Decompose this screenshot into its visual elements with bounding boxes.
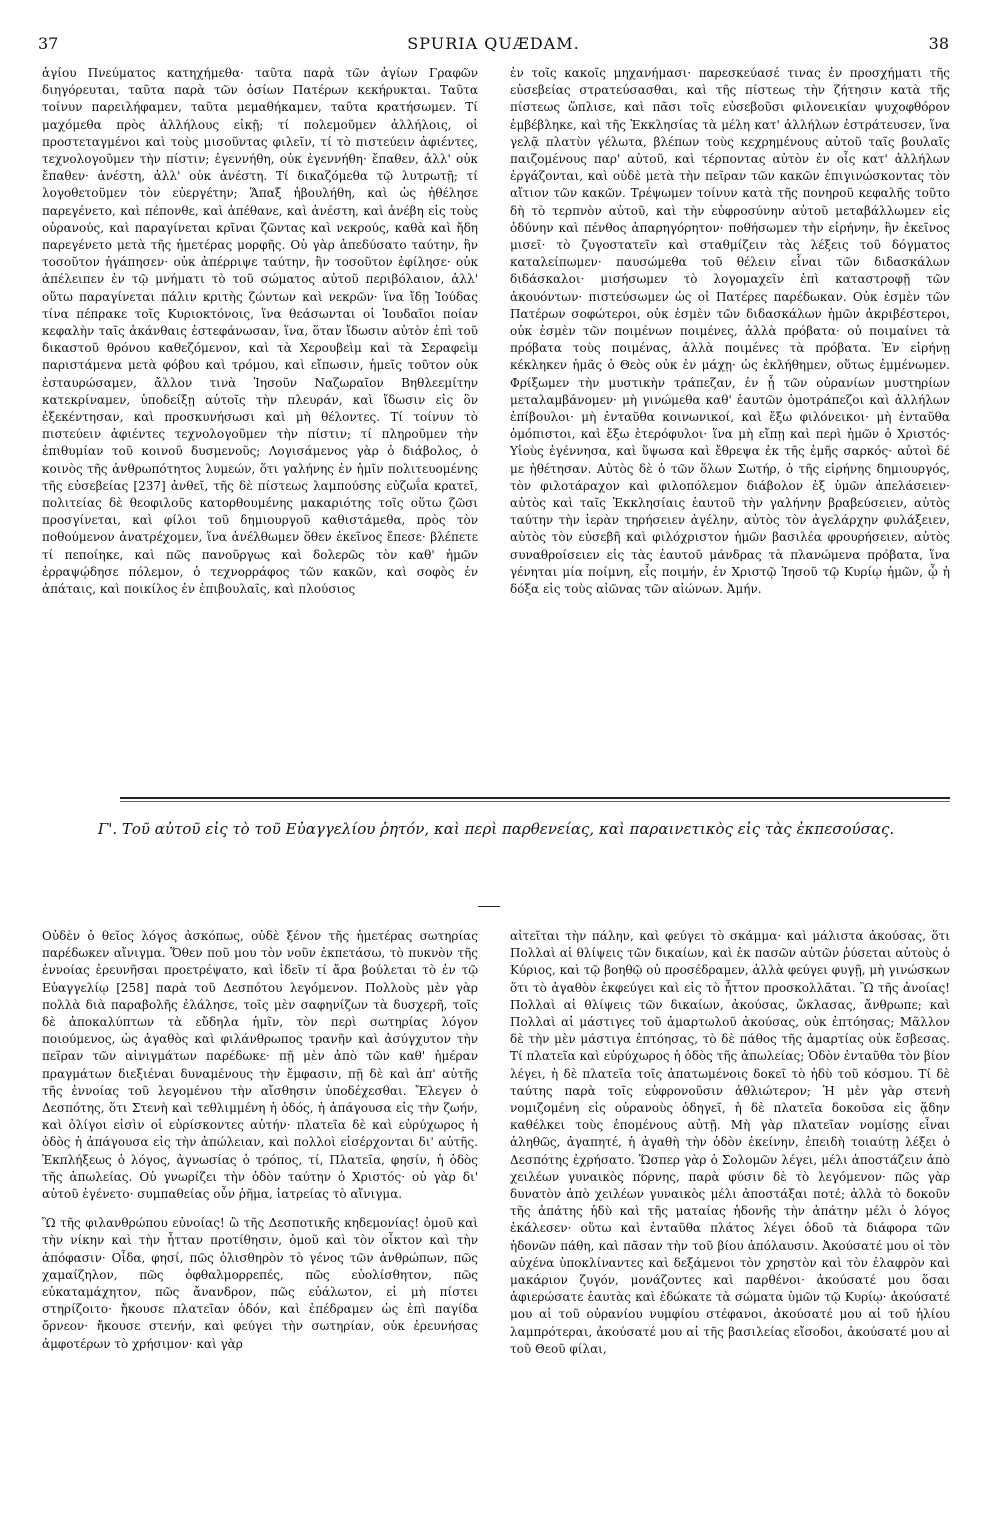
- top-left-text-column: [42, 65, 478, 598]
- page-header: [38, 34, 949, 54]
- bottom-right-text-column: [510, 928, 950, 1358]
- right-page-number: 38: [928, 34, 949, 53]
- section-divider: [120, 797, 950, 799]
- bottom-left-paragraph-2: Ὢ τῆς φιλανθρώπου εὐνοίας! ὢ τῆς Δεσποτικῆς κηδεμονίας! ὁμοῦ καὶ τὴν νίκην καὶ τὴν ἧτταν προτίθησιν, ὁμοῦ καὶ τὸν οἶκτον καὶ τὴν ἀπόφασιν· Οἶδα, φησί, πῶς ὀλισθηρὸν τὸ γένος τῶν ἀνθρώπων, πῶς χαμαίζηλον, πῶς ὀφθαλμορρεπές, πῶς εὐολίσθητον, πῶς εὐκαταμάχητον, πῶς ἄνανδρον, πῶς εὐάλωτον, εἰ μὴ πίστει στηρίζοιτο· ἤκουσε πλατεῖαν ὁδόν, καὶ ἐπέδραμεν ὡς ἐπὶ παγίδα ὄρνεον· ἤκουσε στενήν, καὶ φεύγει τὴν σωτηρίαν, οὐκ ἐρευνήσας ἀμφοτέρων τὸ χρήσιμον· καὶ γὰρ: [42, 1216, 478, 1351]
- running-title: SPURIA QUÆDAM.: [407, 34, 580, 53]
- short-rule: [478, 906, 500, 907]
- bottom-right-paragraph: αἰτεῖται τὴν πάλην, καὶ φεύγει τὸ σκάμμα· καὶ μάλιστα ἀκούσας, ὅτι Πολλαὶ αἱ θλίψεις τῶν δικαίων, καὶ ἐκ πασῶν αὐτῶν ῥύσεται αὐτοὺς ὁ Κύριος, καὶ τῷ βοηθῷ οὐ προσέδραμεν, ἀλλὰ φεύγει φυγῇ, μὴ γινώσκων ὅτι τὸ ἀγαθὸν ἐκφεύγει καὶ εἰς τὸ ἧττον προσκολλᾶται. Ὢ τῆς ἀνοίας! Πολλαὶ αἱ θλίψεις τῶν δικαίων, ἀκούσας, ὤκλασας, ἄνθρωπε; καὶ Πολλαὶ αἱ μάστιγες τοῦ ἁμαρτωλοῦ ἀκούσας, οὐκ ἐπτόησας; Μᾶλλον δὲ τὴν μὲν μάστιγα ἐπτόησας, τὸ δὲ πάθος τῆς ἁμαρτίας οὐκ ἔσβεσας. Τί πλατεῖα καὶ εὐρύχωρος ἡ ὁδὸς τῆς ἀπωλείας; Ὁδὸν ἐνταῦθα τὸν βίον λέγει, ἡ δὲ πλατεῖα τοῖς ἀπατωμένοις δοκεῖ τὸ ἡδὺ τοῦ κόσμου. Τί δὲ ταύτης παρὰ τοῖς εὐφρονοῦσιν ἀθλιώτερον; Ἡ μὲν γὰρ στενὴ νομιζομένη εἰς οὐρανοὺς ὁδηγεῖ, ἡ δὲ πλατεῖα δοκοῦσα εἰς ᾅδην καθέλκει τοὺς ἑπομένους αὐτῇ. Μὴ γὰρ πλατεῖαν νομίσῃς εἶναι ἀληθῶς, ἀγαπητέ, ἡ ἀγαθὴ τὴν ὁδὸν ἐκείνην, ἐπειδὴ τοιαύτῃ λέξει ὁ Δεσπότης ἐχρήσατο. Ὥσπερ γὰρ ὁ Σολομῶν λέγει, μέλι ἀποστάζειν ἀπὸ χειλέων γυναικὸς πόρνης, παρὰ φύσιν δὲ τὸ λεγόμενον· πῶς γὰρ δυνατὸν ἀπὸ χειλέων γυναικὸς μέλι ἀποστάξαι ποτέ; ἀλλὰ τὸ δοκοῦν τῆς ἀπάτης ἡδὺ καὶ τῆς ματαίας ἡδονῆς τὴν ἀπάτην μέλι ὁ λόγος ἐκάλεσεν· οὕτω καὶ ἐνταῦθα πλάτος λέγει ὁδοῦ τὰ διάφορα τῶν ἡδονῶν πάθη, καὶ πᾶσαν τὴν τοῦ βίου ἀπόλαυσιν. Ἀκούσατέ μου οἱ τὸν αὐχένα ὑποκλίναντες καὶ δεξάμενοι τὸν χρηστὸν καὶ τὸν ἐλαφρὸν καὶ μακάριον ζυγόν, μονάζοντες καὶ παρθένοι· ἀκούσατέ μου ὅσαι ἀφιερώσατε ἑαυτὰς καὶ ἐδώκατε τὰ σώματα ὑμῶν τῷ Κυρίῳ· ἀκούσατέ μου αἱ τοῦ οὐρανίου νυμφίου στέφανοι, ἀκούσατέ μου αἱ τοῦ ἡλίου λαμπρότεραι, ἀκούσατέ μου αἱ τῆς βασιλείας εἴσοδοι, ἀκούσατέ μου αἱ τοῦ Θεοῦ φίλαι,: [510, 929, 950, 1356]
- top-left-paragraph: ἁγίου Πνεύματος κατηχήμεθα· ταῦτα παρὰ τῶν ἁγίων Γραφῶν διηγόρευται, ταῦτα παρὰ τῶν ὁσίων Πατέρων κεκήρυκται. Ταῦτα τοίνυν παρειλήφαμεν, ταῦτα μεμαθήκαμεν, ταῦτα κρατήσωμεν. Τί μαχόμεθα πρὸς ἀλλήλους εἰκῇ; τί πολεμοῦμεν ἀλλήλοις, οἱ προστεταγμένοι καὶ τοὺς μισοῦντας φιλεῖν, τί τὸ πιστεύειν ἀφιέντες, τεχνολογοῦμεν τὴν πίστιν; ἐγεννήθη, οὐκ ἐγεννήθη· ἔπαθεν, ἀλλ' οὐκ ἔπαθεν· ἀνέστη, ἀλλ' οὐκ ἀνέστη. Τί δικαζόμεθα τῷ λυτρωτῇ; τί λογοθετοῦμεν τὸν εὐεργέτην; Ἅπαξ ἠβουλήθη, καὶ ὡς ἠθέλησε παρεγένετο, καὶ πέπονθε, καὶ ἀπέθανε, καὶ ἀνέστη, καὶ ἀνέβη εἰς τοὺς οὐρανούς, καὶ παραγίνεται κρῖναι ζῶντας καὶ νεκρούς, καθὰ καὶ ἤδη παρεγένετο μετὰ τῆς ἡμετέρας μορφῆς. Οὐ γὰρ ἀπεδύσατο ταύτην, ἣν τοσοῦτον ἠγάπησεν· οὐκ ἀπέρριψε ταύτην, ἣν τοσοῦτον ἐφίλησε· οὐκ ἀπέλειπεν ἐν τῷ μνήματι τὸ τοῦ σώματος αὐτοῦ περιβόλαιον, ἀλλ' οὕτω παραγίνεται πάλιν κριτὴς ζώντων καὶ νεκρῶν· ἵνα ἴδῃ Ἰούδας τίνα πέπρακε τοῖς Κυριοκτόνοις, ἵνα θεάσωνται οἱ Ἰουδαῖοι ποίαν κεφαλὴν ταῖς ἀκάνθαις ἐστεφάνωσαν, ἵνα, ὅταν ἴδωσιν αὐτὸν ἐπὶ τοῦ δικαστοῦ θρόνου καθεζόμενον, καὶ τὰ Χερουβεὶμ καὶ τὰ Σεραφεὶμ παριστάμενα μετὰ φόβου καὶ τρόμου, καὶ εἴπωσιν, ἡμεῖς τοῦτον οὐκ ἐσταυρώσαμεν, ἄλλον τινὰ Ἰησοῦν Ναζωραῖον Βηθλεεμίτην κατεκρίναμεν, ὑποδείξῃ αὐτοῖς τὴν πλευράν, καὶ ἴδωσιν εἰς ὃν ἐξεκέντησαν, καὶ προσκυνήσωσι καὶ μὴ θέλοντες. Τί τοίνυν τὸ πιστεύειν ἀφιέντες τεχνολογοῦμεν τὴν πίστιν; τί πληροῦμεν τὴν ἐπιθυμίαν τοῦ κοινοῦ δυσμενοῦς; Λογισάμενος γὰρ ὁ διάβολος, ὁ κοινὸς τῆς ἀνθρωπότητος λυμεών, ὅτι γαλήνης ἐν ἡμῖν πολιτευομένης τῆς εὐσεβείας [237] ἀνθεῖ, τῆς δὲ πίστεως λαμπούσης εὐζωΐα κρατεῖ, πολιτείας δὲ θεοφιλοῦς κατορθουμένης μακαριότης τοῖς οὕτω ζῶσι προσγίνεται, καὶ φίλοι τοῦ δημιουργοῦ καθιστάμεθα, πρὸς τὸν ποθούμενον ἀνατρέχομεν, ἵνα ἀνέλθωμεν ὅθεν ἐκεῖνος ἔπεσε· βλέπετε τί πεποίηκε, καὶ πῶς πανοῦργως καὶ δολερῶς τὸν καθ' ἡμῶν ἐρραψῴδησε πόλεμον, ὁ τεχνορράφος τῶν κακῶν, καὶ σοφὸς ἐν ἀπάταις, καὶ ποικίλος ἐν ἐπιβουλαῖς, καὶ πλούσιος: [42, 66, 478, 597]
- top-right-paragraph: ἐν τοῖς κακοῖς μηχανήμασι· παρεσκεύασέ τινας ἐν προσχήματι τῆς εὐσεβείας στρατεύσασθαι, καὶ τῆς πίστεως τὴν ζήτησιν κατὰ τῆς πίστεως ὥπλισε, καὶ πᾶσι τοῖς εὐσεβοῦσι φιλονεικίαν ψυχοφθόρον ἐμβέβληκε, καὶ τῆς Ἐκκλησίας τὰ μέλη κατ' ἀλλήλων ἐστράτευσεν, ἵνα γελᾷ πλατὺν γέλωτα, βλέπων τοὺς κεχρημένους αὐτοῦ ταῖς βουλαῖς παιζομένους παρ' αὐτοῦ, καὶ τέρποντας αὐτὸν ἐν οἷς κατ' ἀλλήλων ἐργάζονται, καὶ οὐδὲ μετὰ τὴν πεῖραν τῶν κακῶν ἐπιγινώσκοντας τὸν αἴτιον τῶν κακῶν. Τρέψωμεν τοίνυν κατὰ τῆς πονηροῦ κεφαλῆς τοῦτο δὴ τὸ τερπνὸν αὐτοῦ, καὶ τὴν εὐφροσύνην αὐτοῦ μεταβάλλωμεν εἰς ὀδύνην καὶ πένθος ἀπαρηγόρητον· ποθήσωμεν τὴν εἰρήνην, ἣν ἐκεῖνος μισεῖ· τὸ ζυγοστατεῖν καὶ σταθμίζειν τὰς λέξεις τοῦ δόγματος καταλείπωμεν· παυσώμεθα τοῦ θέλειν εἶναι τῶν διδασκάλων διδάσκαλοι· μισήσωμεν τὸ λογομαχεῖν ἐπὶ καταστροφῇ τῶν ἀκουόντων· πιστεύσωμεν ὡς οἱ Πατέρες παρέδωκαν. Οὐκ ἐσμὲν τῶν Πατέρων σοφώτεροι, οὐκ ἐσμὲν τῶν διδασκάλων ἡμῶν ἀκριβέστεροι, οὐκ ἐσμὲν τῶν ποιμένων ποιμένες, ἀλλὰ πρόβατα· οὐ ποιμαίνει τὰ πρόβατα τοὺς ποιμένας, ἀλλὰ ποιμένες τὰ πρόβατα. Ἐν εἰρήνῃ κέκληκεν ἡμᾶς ὁ Θεὸς οὐκ ἐν μάχῃ· ὡς ἐκλήθημεν, οὕτως ἐμμένωμεν. Φρίξωμεν τὴν μυστικὴν τράπεζαν, ἐν ᾗ τῶν οὐρανίων μυστηρίων μεταλαμβάνομεν· μὴ γινώμεθα καθ' ἑαυτῶν ὁμοτράπεζοι καὶ ἀλλήλων ἐπίβουλοι· μὴ ἐνταῦθα κοινωνικοί, καὶ ἔξω φιλόνεικοι· μὴ ἐνταῦθα ὁμόπιστοι, καὶ ἔξω ἑτερόφυλοι· ἵνα μὴ εἴπῃ καὶ περὶ ἡμῶν ὁ Χριστός· Υἱοὺς ἐγέννησα, καὶ ὕψωσα καὶ ἔθρεψα ἐκ τῆς ἐμῆς σαρκός· αὐτοὶ δέ με ἠθέτησαν. Αὐτὸς δὲ ὁ τῶν ὅλων Σωτήρ, ὁ τῆς εἰρήνης δημιουργός, τὸν φιλοτάραχον καὶ φιλοπόλεμον διάβολον ἐξ ὑμῶν ἀπελάσειεν· αὐτὸς καὶ ταῖς Ἐκκλησίαις ἑαυτοῦ τὴν γαλήνην βραβεύσειεν, αὐτὸς ταύτην τὴν ἱερὰν τηρήσειεν ἀγέλην, αὐτὸς τὸν ἀγελάρχην φυλάξειεν, αὐτὸς τὸν εὐσεβῆ καὶ φιλόχριστον ἡμῶν βασιλέα φρουρήσειεν, αὐτὸς συναθροίσειεν εἰς τὰς ἑαυτοῦ μάνδρας τὰ πλανώμενα πρόβατα, ἵνα γένηται μία ποίμνη, εἷς ποιμήν, ἐν Χριστῷ Ἰησοῦ τῷ Κυρίῳ ἡμῶν, ᾧ ἡ δόξα εἰς τοὺς αἰῶνας τῶν αἰώνων. Ἀμήν.: [510, 66, 950, 597]
- section-heading: Γ'. Τοῦ αὐτοῦ εἰς τὸ τοῦ Εὐαγγελίου ῥητόν, καὶ περὶ παρθενείας, καὶ παραινετικὸς εἰς τὰς ἐκπεσούσας.: [97, 820, 895, 838]
- bottom-left-paragraph-1: Οὐδὲν ὁ θεῖος λόγος ἀσκόπως, οὐδὲ ξένον τῆς ἡμετέρας σωτηρίας παρέδωκεν αἴνιγμα. Ὅθεν ποῦ μου τὸν νοῦν ἐκπετάσω, τὸ πυκνὸν τῆς ἐννοίας ἐρευνῆσαι προετρέψατο, καὶ ἰδεῖν τί ἄρα βούλεται τὸ ἐν τῷ Εὐαγγελίῳ [258] παρὰ τοῦ Δεσπότου λεγόμενον. Πολλοὺς μὲν γὰρ πολλὰ διὰ παραβολῆς ἐλάλησε, τοῖς μὲν σαφηνίζων τὰ δυσχερῆ, τοῖς δὲ ἀποκαλύπτων τὰ εὔδηλα ἡμῖν, τὸν περὶ σωτηρίας λόγον ποιούμενος, ὡς ἀγαθὸς καὶ φιλάνθρωπος τρανῆν καὶ ἀσύγχυτον τὴν πεῖραν τῶν αἰνιγμάτων παρέδωκε· πῇ μὲν ἀπὸ τῶν καθ' ἡμέραν πραγμάτων διεξιέναι δυναμένους τὴν ἔμφασιν, πῇ δὲ καὶ ἀπ' αὐτῆς τῆς ἐννοίας τοῦ λεγομένου τὴν αἴσθησιν ὑποδέχεσθαι. Ἔλεγεν ὁ Δεσπότης, ὅτι Στενὴ καὶ τεθλιμμένη ἡ ὁδός, ἡ ἀπάγουσα εἰς τὴν ζωήν, καὶ ὀλίγοι εἰσὶν οἱ εὑρίσκοντες αὐτήν· πλατεῖα δὲ καὶ εὐρύχωρος ἡ ὁδὸς ἡ ἀπάγουσα εἰς τὴν ἀπώλειαν, καὶ πολλοὶ εἰσέρχονται δι' αὐτῆς. Ἐκπλήξεως ὁ λόγος, ἀγνωσίας ὁ τρόπος, τί, Πλατεῖα, φησίν, ἡ ὁδὸς τῆς ἀπωλείας. Οὐ γνωρίζει τὴν ὁδὸν ταύτην ὁ Χριστός· οὐ γὰρ δι' αὐτοῦ ἐγένετο· συμπαθείας οὖν ῥῆμα, ἰατρείας τὸ αἴνιγμα.: [42, 929, 478, 1202]
- bottom-left-text-column: [42, 928, 478, 1353]
- left-page-number: 37: [38, 34, 59, 53]
- top-right-text-column: [510, 65, 950, 598]
